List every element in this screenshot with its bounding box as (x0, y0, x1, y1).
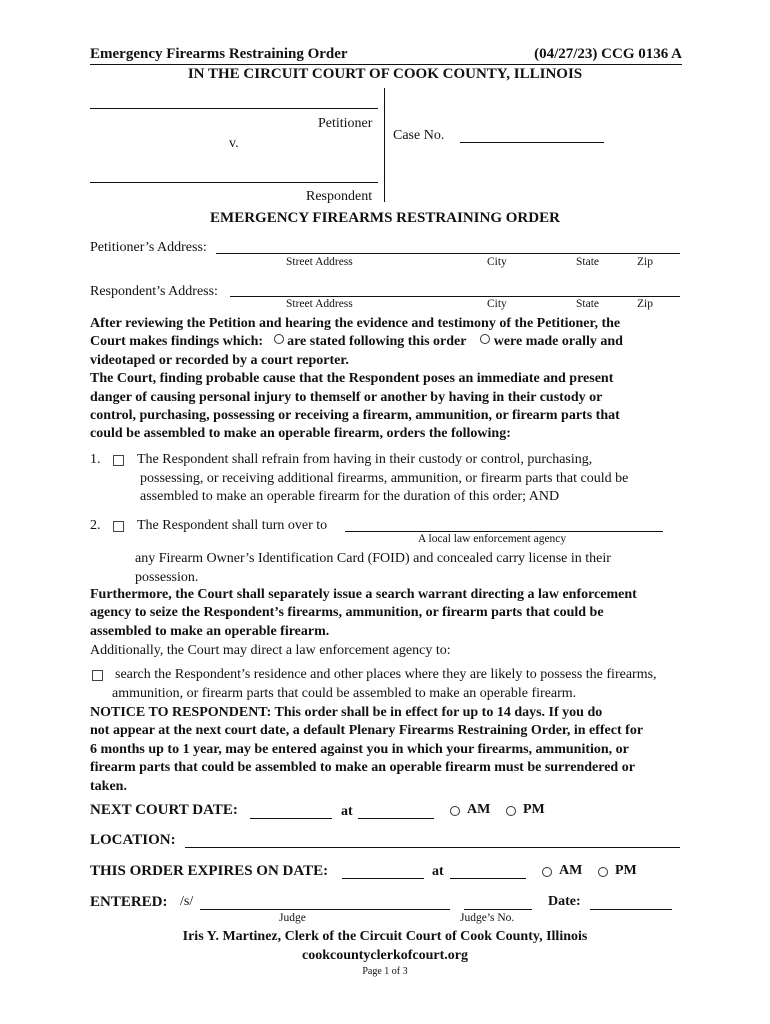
website-footer: cookcountyclerkofcourt.org (301, 948, 469, 963)
search-text (112, 666, 692, 703)
respondent-label: Respondent (306, 189, 373, 204)
pet-zip-caption: Zip (637, 256, 653, 268)
entered-label: ENTERED: (90, 894, 168, 910)
respondent-address-label: Respondent’s Address: (90, 284, 218, 299)
findings-line-2 (90, 333, 690, 351)
header-rule (90, 64, 682, 65)
item-1-text (137, 451, 697, 507)
item-2-line-1: any Firearm Owner’s Identification Card (FOID) and concealed carry license in their (135, 551, 611, 566)
furthermore-line-1: Furthermore, the Court shall separately issue a search warrant directing a law enforcement (90, 587, 637, 602)
furthermore-paragraph (90, 586, 690, 641)
findings-line-2-text: Court makes findings which: (90, 334, 264, 350)
expires-pm-label: PM (615, 863, 637, 878)
expires-time-line[interactable] (450, 878, 526, 879)
notice-paragraph (90, 704, 695, 796)
findings-line-3: videotaped or recorded by a court reporter. (90, 352, 349, 368)
resp-street-caption: Street Address (286, 298, 353, 310)
order-title: EMERGENCY FIREARMS RESTRAINING ORDER (210, 210, 560, 226)
notice-line-4: firearm parts that could be assembled to make an operable firearm must be surrendered or (90, 760, 635, 776)
case-no-line[interactable] (460, 142, 604, 143)
location-label: LOCATION: (90, 832, 176, 848)
next-court-at: at (341, 804, 353, 819)
agency-line[interactable] (345, 531, 663, 532)
agency-caption: A local law enforcement agency (418, 533, 567, 545)
next-court-am-radio[interactable] (450, 806, 460, 816)
probable-cause-line-3: control, purchasing, possessing or receiving a firearm, ammunition, or firearm parts that (90, 408, 620, 424)
probable-cause-line-1: The Court, finding probable cause that the Respondent poses an immediate and present (90, 371, 614, 387)
court-heading: IN THE CIRCUIT COURT OF COOK COUNTY, ILLINOIS (187, 66, 583, 82)
page-number: Page 1 of 3 (362, 966, 408, 977)
search-line-2: ammunition, or firearm parts that could be assembled to make an operable firearm. (112, 685, 577, 701)
notice-line-2: not appear at the next court date, a default Plenary Firearms Restraining Order, in effect for (90, 723, 644, 739)
respondent-address-line[interactable] (230, 296, 680, 297)
findings-oral-label: were made orally and (493, 334, 623, 350)
furthermore-line-2: agency to seize the Respondent’s firearms, ammunition, or firearm parts that could be (90, 605, 604, 621)
next-court-date-line[interactable] (250, 818, 332, 819)
caption-divider (384, 88, 385, 202)
petitioner-label: Petitioner (318, 116, 373, 131)
item-1-checkbox[interactable] (113, 455, 124, 466)
item-1-line-3: assembled to make an operable firearm for the duration of this order; AND (140, 489, 560, 504)
search-line-1: search the Respondent’s residence and other places where they are likely to possess the firearms, (115, 667, 657, 682)
item-1-line-2: possessing, or receiving additional firearms, ammunition, or firearm parts that could be (140, 470, 629, 486)
case-no-label: Case No. (393, 128, 445, 143)
location-line[interactable] (185, 847, 680, 848)
judge-number-caption: Judge’s No. (460, 912, 515, 924)
entered-date-line[interactable] (590, 909, 672, 910)
expires-am-label: AM (559, 863, 583, 878)
resp-state-caption: State (576, 298, 599, 310)
next-court-label: NEXT COURT DATE: (90, 802, 238, 818)
expires-label: THIS ORDER EXPIRES ON DATE: (90, 863, 329, 879)
item-2-checkbox[interactable] (113, 521, 124, 532)
petitioner-address-line[interactable] (216, 253, 680, 254)
signature-mark: /s/ (180, 894, 194, 909)
judge-number-line[interactable] (464, 909, 532, 910)
findings-stated-radio[interactable] (274, 334, 284, 344)
furthermore-line-3: assembled to make an operable firearm. (90, 623, 330, 639)
findings-stated-label: are stated following this order (287, 334, 467, 350)
expires-at: at (432, 864, 444, 879)
item-2-text: The Respondent shall turn over to (137, 518, 328, 533)
petitioner-address-label: Petitioner’s Address: (90, 240, 207, 255)
item-1-number: 1. (90, 452, 101, 467)
probable-cause-line-2: danger of causing personal injury to themself or another by having in their custody or (90, 389, 603, 405)
next-court-pm-radio[interactable] (506, 806, 516, 816)
form-code: (04/27/23) CCG 0136 A (534, 46, 682, 62)
versus-label: v. (229, 136, 239, 151)
form-name: Emergency Firearms Restraining Order (90, 46, 348, 62)
expires-date-line[interactable] (342, 878, 424, 879)
judge-signature-line[interactable] (200, 909, 450, 910)
item-2-line-2: possession. (135, 569, 199, 585)
expires-am-radio[interactable] (542, 867, 552, 877)
item-2-number: 2. (90, 518, 101, 533)
notice-line-5: taken. (90, 778, 127, 794)
pet-state-caption: State (576, 256, 599, 268)
resp-city-caption: City (487, 298, 507, 310)
petitioner-line[interactable] (90, 108, 378, 109)
resp-zip-caption: Zip (637, 298, 653, 310)
notice-line-3: 6 months up to 1 year, may be entered against you in which your firearms, ammunition, or (90, 741, 629, 757)
findings-line-1: After reviewing the Petition and hearing the evidence and testimony of the Petitioner, the (90, 316, 621, 331)
pet-city-caption: City (487, 256, 507, 268)
search-checkbox[interactable] (92, 670, 103, 681)
next-court-am-label: AM (467, 802, 491, 817)
probable-cause-line-4: could be assembled to make an operable firearm, orders the following: (90, 426, 511, 442)
item-2-continuation (135, 550, 695, 587)
entered-date-label: Date: (548, 894, 581, 909)
notice-line-1: NOTICE TO RESPONDENT: This order shall be in effect for up to 14 days. If you do (90, 705, 603, 720)
expires-pm-radio[interactable] (598, 867, 608, 877)
clerk-footer: Iris Y. Martinez, Clerk of the Circuit Court of Cook County, Illinois (182, 929, 588, 944)
item-1-line-1: The Respondent shall refrain from having in their custody or control, purchasing, (137, 452, 593, 467)
next-court-pm-label: PM (523, 802, 545, 817)
next-court-time-line[interactable] (358, 818, 434, 819)
respondent-line[interactable] (90, 182, 378, 183)
findings-paragraph (90, 315, 690, 444)
findings-oral-radio[interactable] (480, 334, 490, 344)
additionally-text: Additionally, the Court may direct a law enforcement agency to: (90, 643, 451, 658)
pet-street-caption: Street Address (286, 256, 353, 268)
judge-caption: Judge (279, 912, 306, 924)
